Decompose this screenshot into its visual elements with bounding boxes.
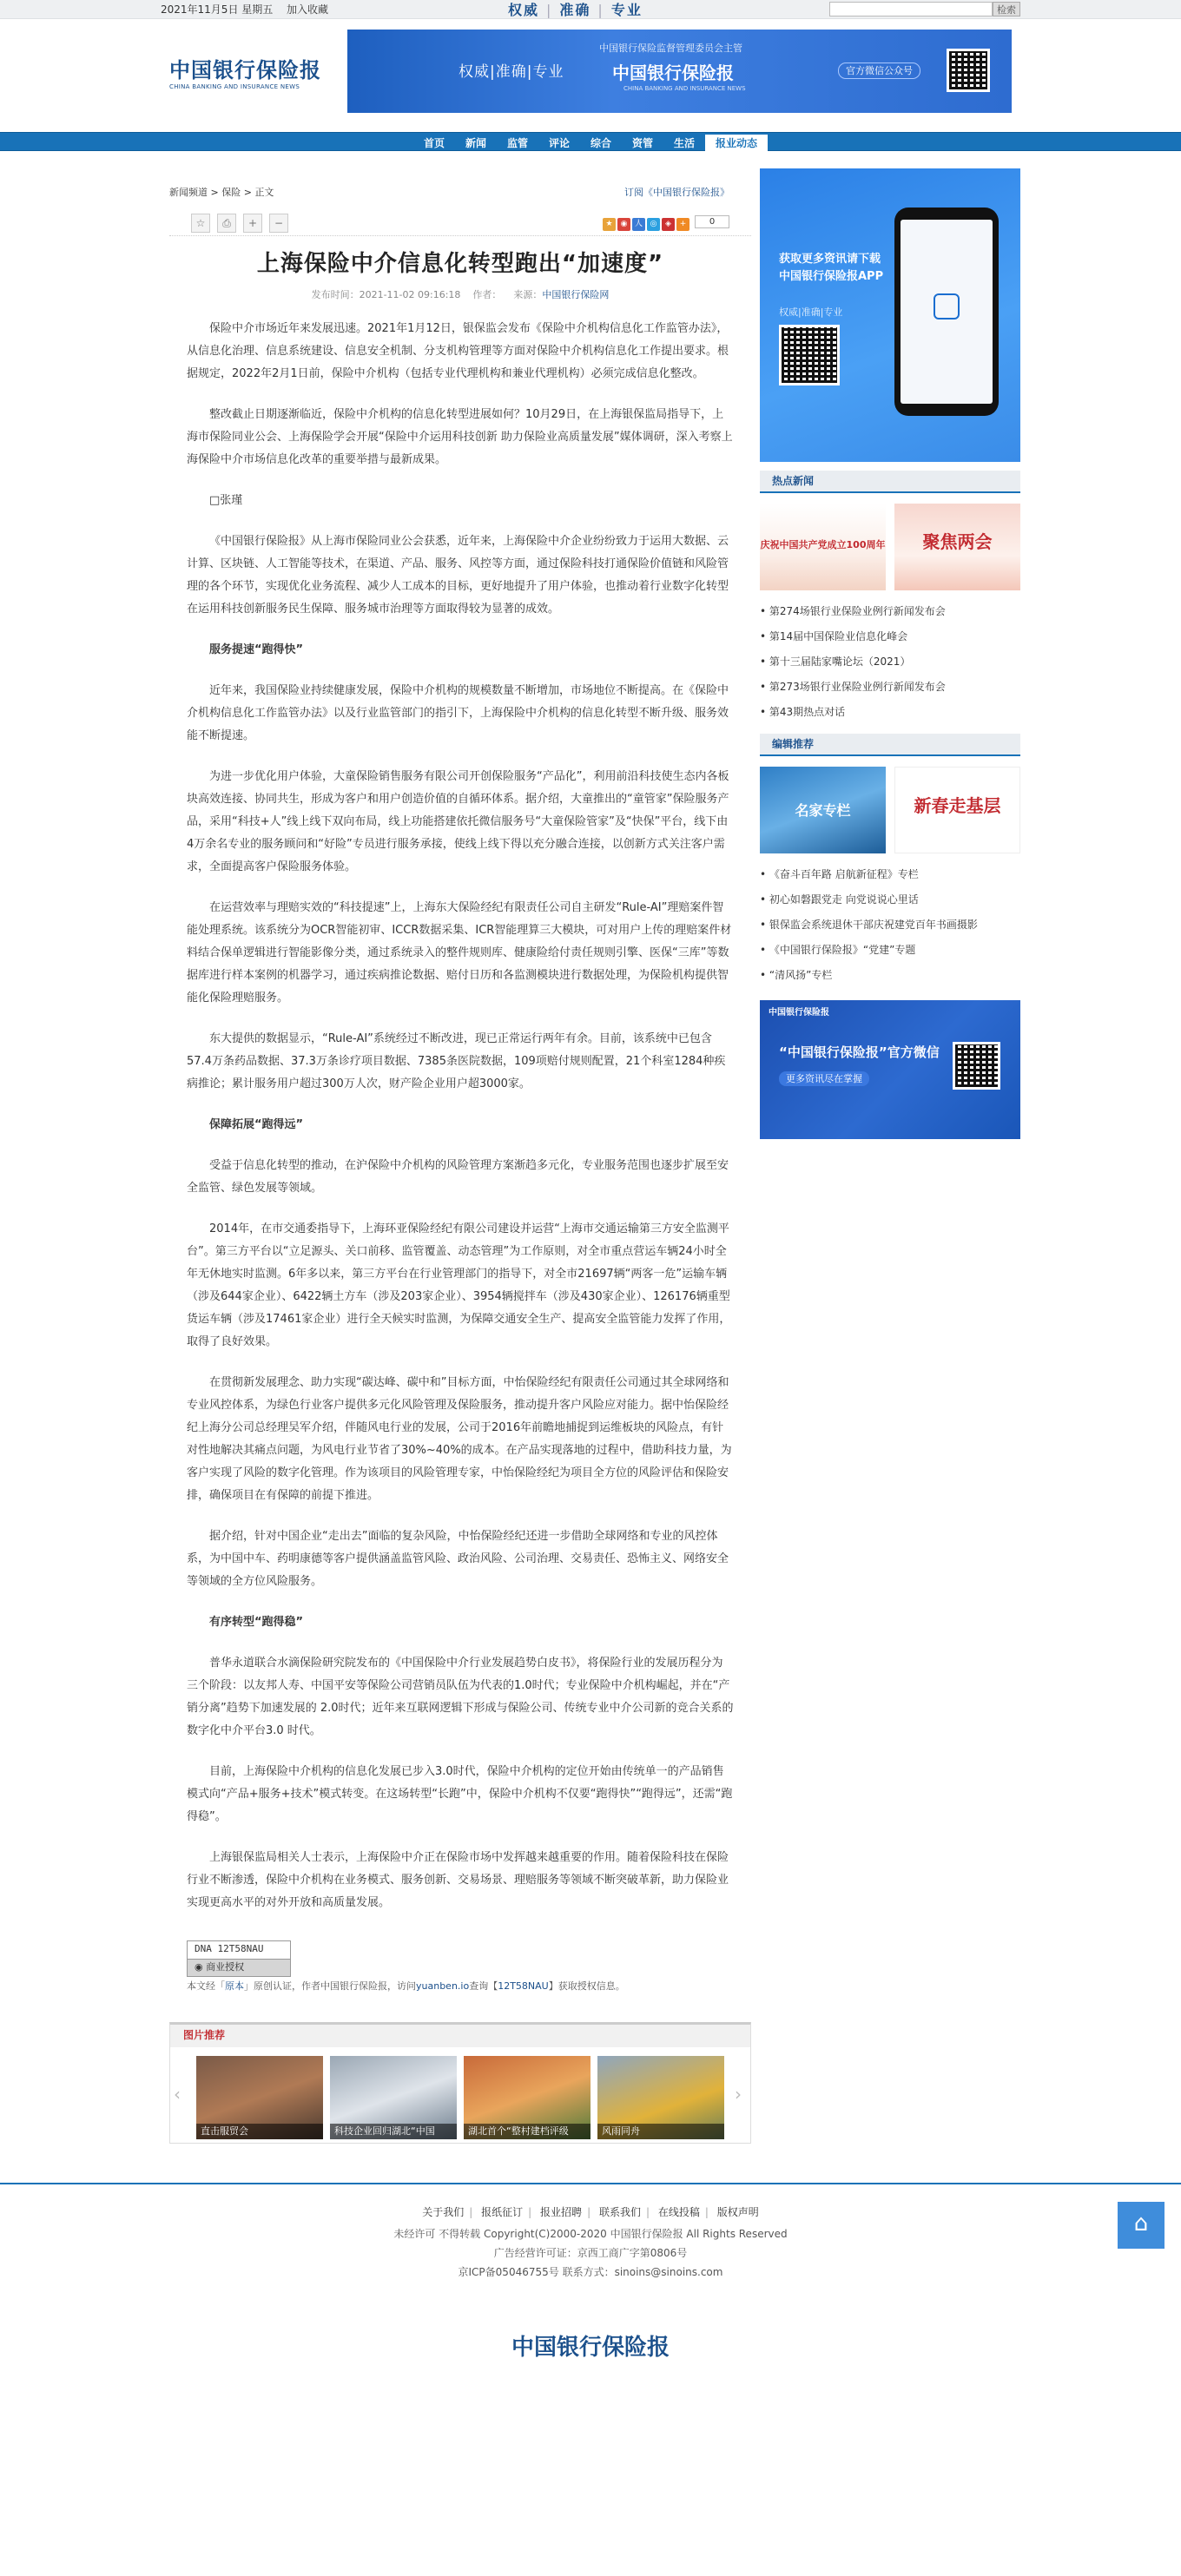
add-favorite-link[interactable]: 加入收藏 [287, 3, 329, 16]
list-item-text: 《奋斗百年路 启航新征程》专栏 [769, 868, 919, 880]
article-title: 上海保险中介信息化转型跑出“加速度” [256, 251, 664, 277]
hot-news-header: 热点新闻 [760, 471, 1020, 493]
dna-yuanben-link[interactable]: 原本 [225, 1980, 244, 1992]
slogan-2: 准确 [559, 2, 591, 18]
banner-en: CHINA BANKING AND INSURANCE NEWS [623, 85, 746, 92]
article-paragraph: 《中国银行保险报》从上海市保险同业公会获悉，近年来，上海保险中介企业纷纷致力于运用大数据、云计算、区块链、人工智能等技术，在渠道、产品、服务、风控等方面，通过保险科技打通保险价值链和风险管理的各个环节，实现优化业务流程、减少人工成本的目标，更好地提升了用户体验，也推动着行业数字化转型在运用科技创新服务民生保障、服务城市治理等方面取得较为显著的成效。 [187, 534, 729, 616]
sidebar [760, 168, 1020, 1139]
slogan-1: 权威 [508, 2, 540, 18]
dna-code-link[interactable]: 12T58NAU [498, 1980, 549, 1992]
list-item-text: 第14届中国保险业信息化峰会 [769, 630, 908, 642]
section-heading: 服务提速“跑得快” [209, 642, 304, 656]
dna-block [169, 1940, 751, 1993]
list-item-text: 《中国银行保险报》“党建”专题 [769, 944, 916, 956]
article-paragraph: 近年来，我国保险业持续健康发展，保险中介机构的规模数量不断增加，市场地位不断提高。在《保险中介机构信息化工作监管办法》以及行业监管部门的指引下，上海保险中介机构的信息化转型不断升级、服务效能不断提速。 [187, 683, 729, 742]
list-item[interactable]: • “清风扬”专栏 [760, 969, 833, 981]
nav-home[interactable]: 首页 [423, 137, 445, 149]
share-qzone-icon[interactable]: ★ [603, 218, 616, 231]
search-box [829, 2, 1020, 16]
back-to-top-icon[interactable]: ⌂ [1118, 2202, 1165, 2249]
banner-top: 中国银行保险监督管理委员会主管 [599, 43, 742, 54]
list-item[interactable]: • 第十三届陆家嘴论坛（2021） [760, 656, 911, 668]
breadcrumb-sep: > [241, 187, 255, 198]
qr-code-icon [947, 49, 990, 92]
article-paragraph: 受益于信息化转型的推动，在沪保险中介机构的风险管理方案渐趋多元化，专业服务范围也逐步扩展至安全监管、绿色发展等领域。 [187, 1158, 729, 1195]
footer-copyright: 未经许可 不得转载 Copyright(C)2000-2020 中国银行保险报 All Rights Reserved [393, 2227, 788, 2240]
dna-badge[interactable] [187, 1940, 291, 1977]
list-item[interactable]: • 第274场银行业保险业例行新闻发布会 [760, 605, 946, 617]
pic-item[interactable] [196, 2056, 323, 2139]
article-body [169, 318, 751, 1914]
list-item-text: 银保监会系统退休干部庆祝建党百年书画摄影 [769, 919, 978, 931]
breadcrumb-insurance[interactable]: 保险 [221, 187, 241, 198]
subscribe-link[interactable]: 订阅《中国银行保险报》 [624, 187, 729, 198]
editor-image-left-text: 名家专栏 [795, 802, 851, 819]
footer-jobs[interactable]: 报业招聘 [540, 2206, 583, 2218]
zoom-in-icon[interactable]: + [243, 214, 262, 233]
list-item[interactable]: • 银保监会系统退休干部庆祝建党百年书画摄影 [760, 919, 978, 931]
list-item[interactable]: • 初心如磐跟党走 向党说说心里话 [760, 893, 919, 906]
nav-general[interactable]: 综合 [590, 137, 612, 149]
pic-item[interactable] [330, 2056, 457, 2139]
picture-recommend-title: 图片推荐 [170, 2025, 750, 2047]
picture-recommend [169, 2022, 751, 2144]
list-item[interactable]: • 《中国银行保险报》“党建”专题 [760, 944, 916, 956]
share-weibo-icon[interactable]: ◉ [617, 218, 630, 231]
wechat-ad[interactable] [760, 1000, 1020, 1139]
article-paragraph: □张瑾 [209, 493, 243, 507]
share-count: 0 [695, 215, 729, 228]
dna-note [187, 1980, 751, 1993]
qr-code-icon [779, 325, 840, 385]
footer-contact[interactable]: 联系我们 [598, 2206, 641, 2218]
dna-auth-label: 商业授权 [206, 1960, 245, 1973]
footer-ad-license: 广告经营许可证：京西工商广字第0806号 [493, 2246, 688, 2259]
editor-image-right[interactable] [894, 767, 1020, 853]
chevron-left-icon[interactable]: ‹ [174, 2084, 181, 2105]
editor-image-right-text: 新春走基层 [914, 795, 1001, 816]
pic-item[interactable] [597, 2056, 724, 2139]
footer-submit[interactable]: 在线投稿 [657, 2206, 700, 2218]
footer-subscribe[interactable]: 报纸征订 [481, 2206, 524, 2218]
breadcrumb [169, 186, 751, 203]
site-logo[interactable] [169, 56, 343, 91]
breadcrumb-channel[interactable]: 新闻频道 [169, 187, 208, 198]
dna-note-suffix: 】获取授权信息。 [548, 1980, 625, 1992]
meta-source-label: 来源： [513, 289, 543, 301]
dna-note-prefix: 本文经「 [187, 1980, 225, 1992]
nav-press-news[interactable]: 报业动态 [705, 133, 768, 152]
header-banner[interactable] [347, 30, 1012, 113]
pic-caption: 风雨同舟 [597, 2124, 724, 2139]
pic-caption: 科技企业回归湖北“中国 [330, 2124, 457, 2139]
list-item-text: “清风扬”专栏 [769, 969, 833, 981]
app-ad-line2: 中国银行保险报APP [779, 270, 884, 283]
meta-source: 中国银行保险网 [542, 289, 610, 301]
editor-picks-list [760, 862, 1020, 988]
list-item-text: 第273场银行业保险业例行新闻发布会 [769, 681, 946, 693]
list-item[interactable]: • 第14届中国保险业信息化峰会 [760, 630, 908, 642]
list-item-text: 第274场银行业保险业例行新闻发布会 [769, 605, 946, 617]
share-more-icon[interactable]: + [676, 218, 689, 231]
hot-news-image-left-text: 庆祝中国共产党成立100周年 [760, 539, 886, 550]
header [161, 19, 1020, 132]
footer [0, 2183, 1181, 2576]
nav-life[interactable]: 生活 [674, 137, 696, 149]
main-nav [0, 132, 1181, 151]
footer-links: 关于我们 | 报纸征订 | 报业招聘 | 联系我们 | 在线投稿 | 版权声明 [422, 2206, 759, 2218]
footer-icp: 京ICP备05046755号 联系方式：sinoins@sinoins.com [458, 2265, 723, 2278]
phone-icon [894, 208, 999, 416]
list-item-text: 初心如磐跟党走 向党说说心里话 [769, 893, 919, 906]
dna-auth: ◉ 商业授权 [188, 1959, 290, 1976]
share-renren-icon[interactable]: 人 [632, 218, 645, 231]
article-paragraph: 在运营效率与理赔实效的“科技提速”上，上海东大保险经纪有限责任公司自主研发“Rule-AI”理赔案件智能处理系统。该系统分为OCR智能初审、ICCR数据采集、ICR智能理算三大模块，可对用户上传的理赔案件材料结合保单逻辑进行智能影像分类，通过系统录入的整件规则库、健康险给付责任规则引擎、医保“三库”等数据库进行样本案例的机器学习，通过疾病推论数据、赔付日历和各监测模块进行数据处理，为保险机构提供智能化保险理赔服务。 [187, 900, 732, 1005]
share-tencent-icon[interactable]: ◎ [647, 218, 660, 231]
qr-code-icon [953, 1042, 1000, 1090]
article-paragraph: 上海银保监局相关人士表示，上海保险中介正在保险市场中发挥越来越重要的作用。随着保险科技在保险行业不断渗透，保险中介机构在业务模式、服务创新、交易场景、理赔服务等领域不断突破革新，助力保险业实现更高水平的对外开放和高质量发展。 [187, 1850, 729, 1909]
nav-news[interactable]: 新闻 [465, 137, 486, 149]
dna-code: DNA 12T58NAU [195, 1942, 264, 1954]
meta-author-label: 作者： [472, 289, 502, 301]
banner-official: 官方微信公众号 [838, 63, 920, 79]
list-item[interactable]: • 第43期热点对话 [760, 706, 846, 718]
article-paragraph: 保险中介市场近年来发展迅速。2021年1月12日，银保监会发布《保险中介机构信息化工作监管办法》，从信息化治理、信息系统建设、信息安全机制、分支机构管理等方面对保险中介机构信息化工作提出要求。根据规定，2022年2月1日前，保险中介机构（包括专业代理机构和兼业代理机构）必须完成信息化整改。 [187, 321, 729, 380]
article-paragraph: 整改截止日期逐渐临近，保险中介机构的信息化转型进展如何？10月29日，在上海银保监局指导下，上海市保险同业公会、上海保险学会开展“保险中介运用科技创新 助力保险业高质量发展”媒体调研，深入考察上海保险中介市场信息化改革的重要举措与最新成果。 [187, 407, 733, 466]
footer-copyright-link[interactable]: 版权声明 [716, 2206, 759, 2218]
wechat-ad-line2: 更多资讯尽在掌握 [779, 1071, 869, 1086]
nav-asset-mgmt[interactable]: 资管 [632, 137, 654, 149]
article-paragraph: 在贯彻新发展理念、助力实现“碳达峰、碳中和”目标方面，中怡保险经纪有限责任公司通过其全球网络和专业风控体系，为绿色行业客户提供多元化风险管理及保险服务，推动提升客户风险应对能力。据中怡保险经纪上海分公司总经理吴军介绍，伴随风电行业的发展，公司于2016年前瞻地捕捉到运维板块的风险点，有针对性地解决其痛点问题，为风电行业节省了30%~40%的成本。在产品实现落地的过程中，借助科技力量，为客户实现了风险的数字化管理。作为该项目的风险管理专家，中怡保险经纪为项目全方位的风险评估和保险安排，确保项目在有保障的前提下推进。 [187, 1375, 732, 1502]
footer-logo: 中国银行保险报 [511, 2335, 670, 2361]
top-bar [0, 0, 1181, 19]
share-douban-icon[interactable]: ◈ [662, 218, 675, 231]
article-meta [169, 288, 751, 301]
zoom-out-icon[interactable]: − [269, 214, 288, 233]
dna-site-link[interactable]: yuanben.io [416, 1980, 470, 1992]
wechat-ad-line1: “中国银行保险报”官方微信 [779, 1044, 940, 1060]
meta-publish-time: 2021-11-02 09:16:18 [359, 289, 461, 301]
article-paragraph: 普华永道联合水滴保险研究院发布的《中国保险中介行业发展趋势白皮书》，将保险行业的发展历程分为三个阶段：以友邦人寿、中国平安等保险公司营销员队伍为代表的1.0时代；专业保险中介机构崛起，并在“产销分离”趋势下加速发展的 2.0时代；近年来互联网逻辑下形成与保险公司、传统专业中介公司新的竞合关系的数字化中介平台3.0 时代。 [187, 1656, 734, 1737]
breadcrumb-current: 正文 [254, 187, 274, 198]
list-item-text: 第43期热点对话 [769, 706, 846, 718]
section-heading: 保障拓展“跑得远” [209, 1117, 304, 1131]
hot-news-image-right[interactable] [894, 504, 1020, 590]
date-text: 2021年11月5日 星期五 [161, 3, 274, 16]
wechat-ad-brand: 中国银行保险报 [769, 1008, 829, 1018]
app-ad-line1: 获取更多资讯请下载 [779, 253, 881, 266]
pic-caption: 直击服贸会 [196, 2124, 323, 2139]
star-icon[interactable]: ☆ [191, 214, 210, 233]
hot-news-image-right-text: 聚焦两会 [922, 531, 993, 552]
print-icon[interactable]: ⎙ [217, 214, 236, 233]
article-toolbar [169, 212, 751, 236]
article-paragraph: 为进一步优化用户体验，大童保险销售服务有限公司开创保险服务“产品化”，利用前沿科技使生态内各板块高效连接、协同共生，形成为客户和用户创造价值的自循环体系。据介绍，大童推出的“童管家”保险服务产品，采用“科技+人”线上线下双向布局，线上功能搭建依托微信服务号“大童保险管家”及“快保”平台，线下由4万余名专业的服务顾问和“好险”专员进行服务承接，使线上线下得以充分融合连接，以创新方式关注客户需求，全面提高客户保险服务体验。 [187, 769, 729, 873]
meta-publish-label: 发布时间： [311, 289, 360, 301]
editor-picks-header: 编辑推荐 [760, 734, 1020, 756]
section-heading: 有序转型“跑得稳” [209, 1615, 304, 1629]
article-paragraph: 2014年，在市交通委指导下，上海环亚保险经纪有限公司建设并运营“上海市交通运输第三方安全监测平台”。第三方平台以“立足源头、关口前移、监管覆盖、动态管理”为工作原则，对全市重点营运车辆24小时全年无休地实时监测。6年多以来，第三方平台在行业管理部门的指导下，对全市21697辆“两客一危”运输车辆（涉及644家企业）、6422辆土方车（涉及203家企业）、3954辆搅拌车（涉及430家企业）、126176辆重型货运车辆（涉及17461家企业）进行全天候实时监测，为保障交通安全生产、提高安全监管能力发挥了作用，取得了良好效果。 [187, 1222, 731, 1348]
nav-comment[interactable]: 评论 [548, 137, 570, 149]
dna-note-mid1: 」原创认证，作者中国银行保险报，访问 [244, 1980, 416, 1992]
nav-regulation[interactable]: 监管 [506, 137, 528, 149]
pic-caption: 湖北首个“整村建档评级 [464, 2124, 590, 2139]
content-wrapper [161, 151, 1020, 2183]
banner-logo: 中国银行保险报 [612, 63, 734, 83]
logo-en: CHINA BANKING AND INSURANCE NEWS [169, 82, 300, 90]
footer-about[interactable]: 关于我们 [422, 2206, 465, 2218]
article-paragraph: 据介绍，针对中国企业“走出去”面临的复杂风险，中怡保险经纪还进一步借助全球网络和专业的风控体系，为中国中车、药明康德等客户提供涵盖监管风险、政治风险、公司治理、交易责任、恐怖主义、网络安全等领域的全方位风险服务。 [187, 1529, 729, 1588]
editor-image-left[interactable] [760, 767, 886, 853]
logo-cn: 中国银行保险报 [169, 57, 321, 82]
search-button[interactable]: 检索 [993, 2, 1020, 16]
list-item[interactable]: • 第273场银行业保险业例行新闻发布会 [760, 681, 946, 693]
article-column [169, 186, 751, 2144]
top-slogan: 权威 | 准确 | 专业 [508, 2, 643, 18]
app-download-ad[interactable] [760, 168, 1020, 462]
hot-news-image-left[interactable] [760, 504, 886, 590]
list-item-text: 第十三届陆家嘴论坛（2021） [769, 656, 911, 668]
article-paragraph: 东大提供的数据显示，“Rule-AI”系统经过不断改进，现已正常运行两年有余。目前，该系统中已包含57.4万条药品数据、37.3万条诊疗项目数据、7385条医院数据，109项赔付规则配置，21个科室1284种疾病推论；累计服务用户超过300万人次，财产险企业用户超3000家。 [187, 1031, 726, 1090]
chevron-right-icon[interactable]: › [735, 2084, 742, 2105]
list-item[interactable]: • 《奋斗百年路 启航新征程》专栏 [760, 868, 919, 880]
search-input[interactable] [829, 2, 993, 16]
breadcrumb-sep: > [208, 187, 222, 198]
app-ad-tag: 权威|准确|专业 [779, 306, 843, 318]
dna-note-mid2: 查询【 [469, 1980, 498, 1992]
slogan-3: 专业 [610, 2, 643, 18]
banner-slogan: 权威|准确|专业 [459, 63, 564, 81]
hot-news-list [760, 599, 1020, 725]
article-paragraph: 目前，上海保险中介机构的信息化发展已步入3.0时代，保险中介机构的定位开始由传统单一的产品销售模式向“产品+服务+技术”模式转变。在这场转型“长跑”中，保险中介机构不仅要“跑得快”“跑得远”，还需“跑得稳”。 [187, 1764, 733, 1823]
pic-item[interactable] [464, 2056, 590, 2139]
